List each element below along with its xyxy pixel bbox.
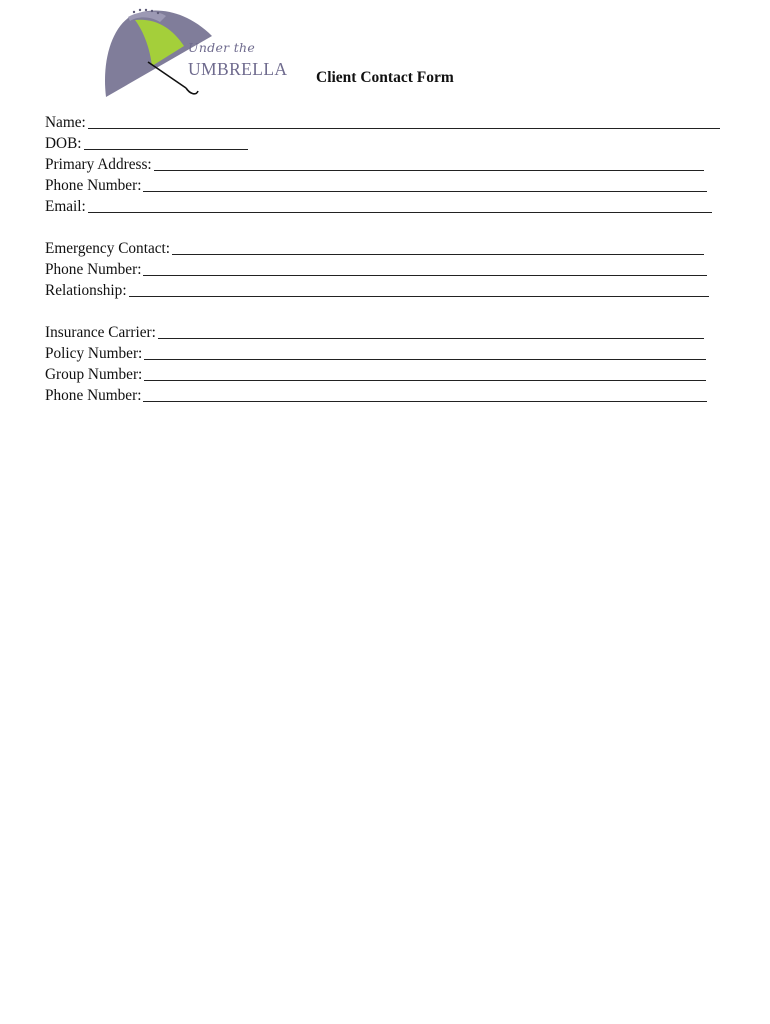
phone-number-label: Phone Number: bbox=[45, 177, 142, 194]
emergency-contact-blank-line[interactable] bbox=[172, 254, 704, 255]
group-number-label: Group Number: bbox=[45, 366, 143, 383]
name-label: Name: bbox=[45, 114, 86, 131]
form-title: Client Contact Form bbox=[316, 69, 454, 86]
dob-label: DOB: bbox=[45, 135, 82, 152]
relationship-blank-line[interactable] bbox=[129, 296, 709, 297]
insurance-phone-number-field[interactable] bbox=[45, 385, 735, 406]
insurance-carrier-label: Insurance Carrier: bbox=[45, 324, 156, 341]
email-field[interactable] bbox=[45, 196, 735, 217]
client-info-group bbox=[45, 112, 735, 217]
name-blank-line[interactable] bbox=[88, 128, 720, 129]
primary-address-blank-line[interactable] bbox=[154, 170, 704, 171]
phone-number-blank-line[interactable] bbox=[143, 191, 707, 192]
group-number-field[interactable] bbox=[45, 364, 735, 385]
form-header bbox=[0, 0, 770, 110]
primary-address-field[interactable] bbox=[45, 154, 735, 175]
primary-address-label: Primary Address: bbox=[45, 156, 152, 173]
phone-number-field[interactable] bbox=[45, 175, 735, 196]
insurance-phone-number-label: Phone Number: bbox=[45, 387, 142, 404]
emergency-phone-number-label: Phone Number: bbox=[45, 261, 142, 278]
relationship-field[interactable] bbox=[45, 280, 735, 301]
group-number-blank-line[interactable] bbox=[144, 380, 706, 381]
name-field[interactable] bbox=[45, 112, 735, 133]
emergency-contact-field[interactable] bbox=[45, 238, 735, 259]
emergency-phone-number-blank-line[interactable] bbox=[143, 275, 707, 276]
email-blank-line[interactable] bbox=[88, 212, 712, 213]
policy-number-label: Policy Number: bbox=[45, 345, 143, 362]
insurance-carrier-field[interactable] bbox=[45, 322, 735, 343]
insurance-carrier-blank-line[interactable] bbox=[158, 338, 704, 339]
logo-wordmark: UMBRELLA bbox=[188, 59, 288, 79]
logo-tagline: Under the bbox=[188, 40, 256, 55]
emergency-phone-number-field[interactable] bbox=[45, 259, 735, 280]
insurance-group bbox=[45, 322, 735, 406]
insurance-phone-number-blank-line[interactable] bbox=[143, 401, 707, 402]
relationship-label: Relationship: bbox=[45, 282, 127, 299]
emergency-contact-group bbox=[45, 238, 735, 301]
email-label: Email: bbox=[45, 198, 86, 215]
dob-blank-line[interactable] bbox=[84, 149, 248, 150]
policy-number-field[interactable] bbox=[45, 343, 735, 364]
emergency-contact-label: Emergency Contact: bbox=[45, 240, 171, 257]
contact-form-fields bbox=[45, 112, 735, 406]
under-the-umbrella-logo bbox=[100, 4, 300, 104]
policy-number-blank-line[interactable] bbox=[144, 359, 706, 360]
dob-field[interactable] bbox=[45, 133, 735, 154]
